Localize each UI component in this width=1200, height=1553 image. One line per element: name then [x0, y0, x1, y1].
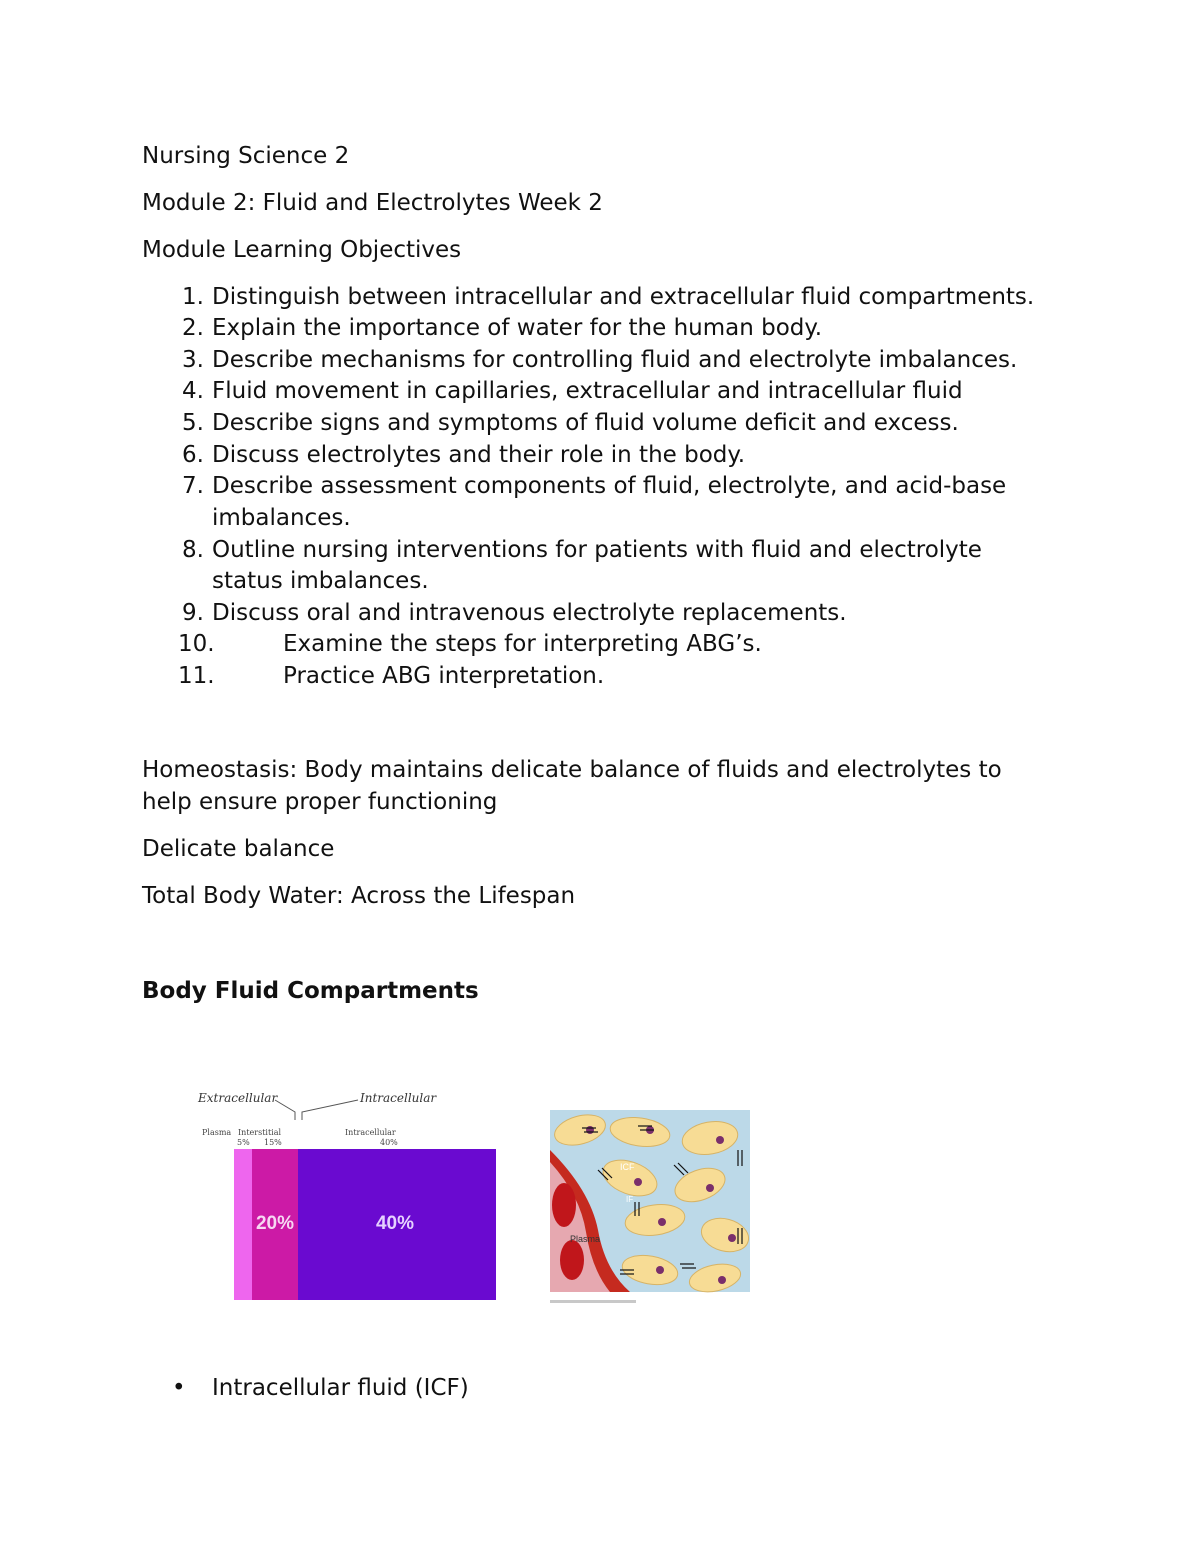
- list-number: 1.: [182, 284, 204, 310]
- figure-sub-intracellular: Intracellular: [345, 1128, 396, 1137]
- figure-credit-line: [550, 1300, 636, 1303]
- list-number: 6.: [182, 442, 204, 468]
- cell-illustration: [550, 1110, 750, 1310]
- homeostasis-text: Homeostasis: Body maintains delicate balance of fluids and electrolytes to: [142, 757, 1002, 783]
- figure-sub-plasma-pct: 5%: [237, 1138, 250, 1147]
- course-title: Nursing Science 2: [142, 143, 350, 169]
- list-item: Outline nursing interventions for patients with fluid and electrolyte: [212, 537, 982, 563]
- list-item: Distinguish between intracellular and extracellular fluid compartments.: [212, 284, 1035, 310]
- list-item: Describe mechanisms for controlling fluid and electrolyte imbalances.: [212, 347, 1018, 373]
- bullet-icon: •: [172, 1375, 186, 1401]
- list-item: Examine the steps for interpreting ABG’s.: [283, 631, 762, 657]
- figure-sub-plasma: Plasma: [202, 1128, 232, 1137]
- homeostasis-text-cont: help ensure proper functioning: [142, 789, 498, 815]
- list-item: Describe assessment components of fluid, electrolyte, and acid-base: [212, 473, 1007, 499]
- total-body-water-text: Total Body Water: Across the Lifespan: [142, 883, 576, 909]
- label-if: IF: [626, 1195, 634, 1204]
- figure-sub-intracellular-pct: 40%: [380, 1138, 398, 1147]
- connector-line: [302, 1100, 358, 1120]
- red-blood-cell: [560, 1240, 584, 1280]
- bar-label-intracellular: 40%: [375, 1213, 415, 1234]
- list-item: Discuss oral and intravenous electrolyte replacements.: [212, 600, 847, 626]
- bar-label-interstitial: 20%: [255, 1213, 295, 1234]
- label-plasma: Plasma: [570, 1234, 601, 1244]
- list-item: Describe signs and symptoms of fluid volume deficit and excess.: [212, 410, 959, 436]
- list-item: Practice ABG interpretation.: [283, 663, 605, 689]
- delicate-balance-text: Delicate balance: [142, 836, 335, 862]
- module-title: Module 2: Fluid and Electrolytes Week 2: [142, 190, 603, 216]
- list-number: 11.: [178, 663, 215, 689]
- list-number: 5.: [182, 410, 204, 436]
- list-item: Explain the importance of water for the human body.: [212, 315, 823, 341]
- list-number: 3.: [182, 347, 204, 373]
- connector-line: [275, 1100, 295, 1120]
- bullet-item: Intracellular fluid (ICF): [212, 1375, 469, 1401]
- list-number: 8.: [182, 537, 204, 563]
- figure-label-intracellular: Intracellular: [360, 1091, 437, 1105]
- figure-sub-interstitial-pct: 15%: [264, 1138, 282, 1147]
- list-number: 9.: [182, 600, 204, 626]
- list-number: 7.: [182, 473, 204, 499]
- objectives-heading: Module Learning Objectives: [142, 237, 462, 263]
- list-item-continuation: imbalances.: [212, 505, 351, 531]
- figure-sub-interstitial: Interstitial: [238, 1128, 282, 1137]
- fluid-compartment-figure: [190, 1082, 502, 1304]
- list-item-continuation: status imbalances.: [212, 568, 429, 594]
- list-number: 4.: [182, 378, 204, 404]
- label-icf: ICF: [620, 1162, 635, 1172]
- figure-label-extracellular: Extracellular: [198, 1091, 278, 1105]
- section-heading: Body Fluid Compartments: [142, 978, 479, 1004]
- plasma-segment: [234, 1149, 252, 1300]
- list-number: 10.: [178, 631, 215, 657]
- list-item: Discuss electrolytes and their role in the body.: [212, 442, 746, 468]
- list-number: 2.: [182, 315, 204, 341]
- red-blood-cell: [552, 1183, 576, 1227]
- list-item: Fluid movement in capillaries, extracellular and intracellular fluid: [212, 378, 963, 404]
